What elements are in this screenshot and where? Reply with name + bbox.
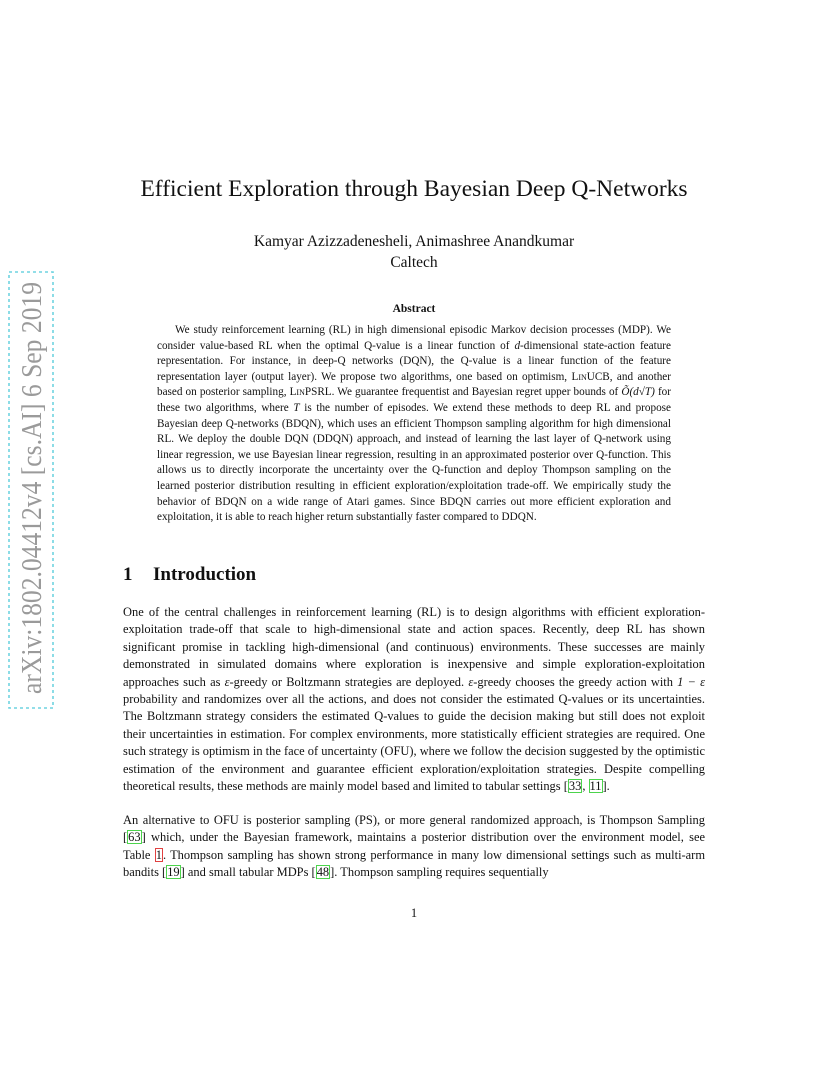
arxiv-stamp-graphic <box>6 270 56 710</box>
citation-link[interactable]: 33 <box>568 779 582 794</box>
section-number: 1 <box>123 564 133 585</box>
abstract-text: We study reinforcement learning (RL) in high dimensional episodic Markov decision processes (MDP). We consider value-based RL when the optimal Q-value is a linear function of d-dimensional state-action feature representation. For instance, in deep-Q networks (DQN), the Q-value is a linear function of the feature representation layer (output layer). We propose two algorithms, one based on optimism, LinUCB, and another based on posterior sampling, LinPSRL. We guarantee frequentist and Bayesian regret upper bounds of Õ(d√T) for these two algorithms, where T is the number of episodes. We extend these methods to deep RL and propose Bayesian deep Q-networks (BDQN), which uses an efficient Thompson sampling algorithm for high dimensional RL. We deploy the double DQN (DDQN) approach, and instead of learning the last layer of Q-network using linear regression, we use Bayesian linear regression, resulting in an approximated posterior over Q-function. This allows us to directly incorporate the uncertainty over the Q-function and deploy Thompson sampling on the learned posterior distribution resulting in efficient exploration/exploitation trade-off. We empirically study the behavior of BDQN on a wide range of Atari games. Since BDQN carries out more efficient exploration and exploitation, it is able to reach higher return substantially faster compared to DDQN. <box>157 324 672 524</box>
author-names: Kamyar Azizzadenesheli, Animashree Anandkumar <box>253 233 575 250</box>
citation-link[interactable]: 63 <box>128 830 141 845</box>
arxiv-stamp[interactable] <box>6 270 56 710</box>
paper-title: Efficient Exploration through Bayesian Deep Q-Networks <box>140 176 688 202</box>
intro-paragraph-2: An alternative to OFU is posterior sampling (PS), or more general randomized approach, is Thompson Sampling [63] which, under the Bayesian framework, maintains a posterior distribution over the environment model, see Table 1. Thompson sampling has shown strong performance in many low dimensional settings such as multi-arm bandits [19] and small tabular MDPs [48]. Thompson sampling requires sequentially <box>123 813 705 880</box>
table-reference-link[interactable]: 1 <box>155 847 162 862</box>
section-heading-introduction <box>123 564 256 586</box>
author-block <box>0 231 828 273</box>
arxiv-stamp-text: arXiv:1802.04412v4 [cs.AI] 6 Sep 2019 <box>17 270 48 694</box>
citation-link[interactable]: 19 <box>167 865 180 880</box>
page-number: 1 <box>410 906 418 920</box>
section-title: Introduction <box>153 564 257 585</box>
citation-link[interactable]: 48 <box>316 865 330 880</box>
author-affiliation: Caltech <box>390 254 438 271</box>
abstract-heading: Abstract <box>392 303 436 315</box>
citation-link[interactable]: 11 <box>589 779 602 794</box>
intro-paragraph-1: One of the central challenges in reinforcement learning (RL) is to design algorithms with efficient exploration-exploitation trade-off that scale to high-dimensional state and action spaces. Recently, deep RL has shown significant promise in tackling high-dimensional (and continuous) environments. These successes are mainly demonstrated in simulated domains where exploration is inexpensive and simple exploration-exploitation approaches such as ε-greedy or Boltzmann strategies are deployed. ε-greedy chooses the greedy action with 1 − ε probability and randomizes over all the actions, and does not consider the estimated Q-values or its uncertainties. The Boltzmann strategy considers the estimated Q-values to guide the decision making but still does not exploit their uncertainties in estimation. For complex environments, more statistically efficient strategies are required. One such strategy is optimism in the face of uncertainty (OFU), where we follow the decision suggested by the optimistic estimation of the environment and guarantee efficient exploration/exploitation strategies. Despite compelling theoretical results, these methods are mainly model based and limited to tabular settings [33, 11]. <box>123 605 706 794</box>
